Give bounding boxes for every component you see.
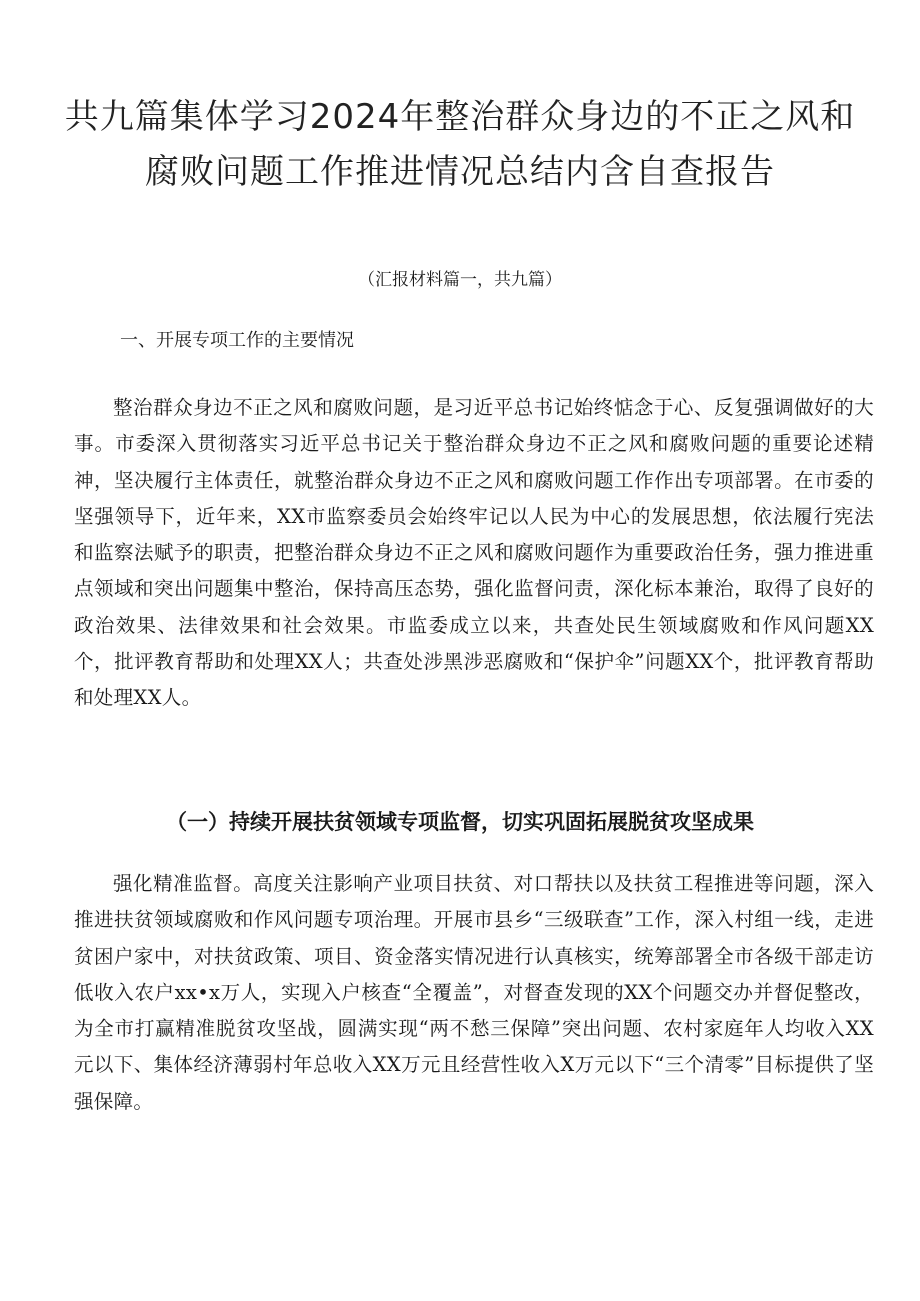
document-title: 共九篇集体学习2024年整治群众身边的不正之风和腐败问题工作推进情况总结内含自查报告 (64, 97, 856, 192)
document-subtitle: （汇报材料篇一，共九篇） (358, 270, 562, 290)
body-paragraph-1: 整治群众身边不正之风和腐败问题，是习近平总书记始终惦念于心、反复强调做好的大事。市委深入贯彻落实习近平总书记关于整治群众身边不正之风和腐败问题的重要论述精神，坚决履行主体责任，就整治群众身边不正之风和腐败问题工作作出专项部署。在市委的坚强领导下，近年来，XX市监察委员会始终牢记以人民为中心的发展思想，依法履行宪法和监察法赋予的职责，把整治群众身边不正之风和腐败问题作为重要政治任务，强力推进重点领域和突出问题集中整治，保持高压态势，强化监督问责，深化标本兼治，取得了良好的政治效果、法律效果和社会效果。市监委成立以来，共查处民生领域腐败和作风问题XX个，批评教育帮助和处理XX人；共查处涉黑涉恶腐败和“保护伞”问题XX个，批评教育帮助和处理XX人。 (74, 396, 874, 710)
subsection-heading-1: （一）持续开展扶贫领域专项监督，切实巩固拓展脱贫攻坚成果 (166, 810, 754, 834)
section-heading-1: 一、开展专项工作的主要情况 (120, 330, 354, 351)
body-paragraph-2: 强化精准监督。高度关注影响产业项目扶贫、对口帮扶以及扶贫工程推进等问题，深入推进扶贫领域腐败和作风问题专项治理。开展市县乡“三级联查”工作，深入村组一线，走进贫困户家中，对扶贫政策、项目、资金落实情况进行认真核实，统筹部署全市各级干部走访低收入农户xx•x万人，实现入户核查“全覆盖”，对督查发现的XX个问题交办并督促整改，为全市打赢精准脱贫攻坚战，圆满实现“两不愁三保障”突出问题、农村家庭年人均收入XX元以下、集体经济薄弱村年总收入XX万元且经营性收入X万元以下“三个清零”目标提供了坚强保障。 (74, 872, 874, 1113)
